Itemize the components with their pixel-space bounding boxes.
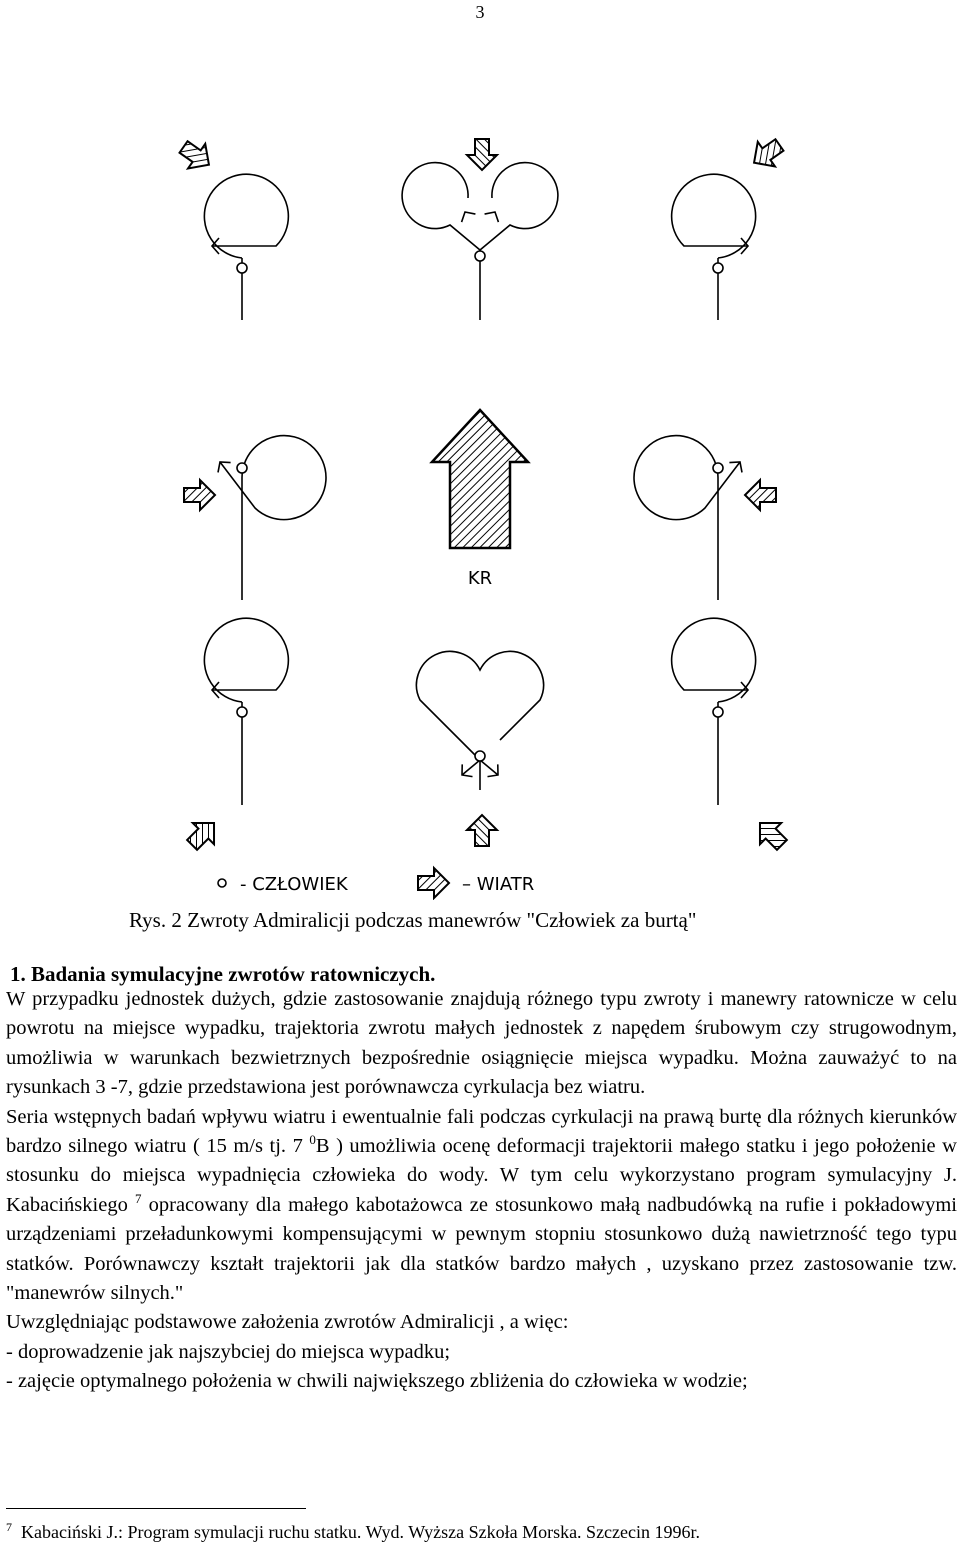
paragraph-2: Seria wstępnych badań wpływu wiatru i ewentualnie fali podczas cyrkulacji na prawą burtę dla różnych kierunków bardzo silnego wiatru ( 15 m/s tj. 7 $^0$B ) umożliwia ocenę deformacji trajektorii małego statku i jego położenie w stosunku do miejsca wypadnięcia człowieka do wody. W tym celu wykorzystano program symulacyjny J. Kabacińskiego $^7$ opracowany dla małego kabotażowca ze stosunkowo małą nadbudówką na rufie i pokładowymi urządzeniami przeładunkowymi kompensującymi w pewnym stopniu stosunkowo dużą nawietrzność tego typu statków. Porównawczy kształt trajektorii jak dla statków bardzo małych , uzyskano przez zastosowanie tzw. "manewrów silnych." [6, 1105, 957, 1305]
bullet-2: - zajęcie optymalnego położenia w chwili największego zbliżenia do człowieka w wodzie; [6, 1370, 748, 1393]
wind-arrow-icon [175, 135, 218, 177]
wind-arrow-icon [749, 812, 792, 855]
person-marker [237, 707, 247, 717]
figure-caption: Rys. 2 Zwroty Admiralicji podczas manewrów "Człowiek za burtą" [129, 908, 697, 932]
footnote-reference: 7 [134, 1191, 142, 1207]
wind-arrow-icon [467, 815, 497, 846]
wind-arrow-icon [184, 480, 215, 510]
person-marker [713, 463, 723, 473]
footnote-text: Kabaciński J.: Program symulacji ruchu statku. Wyd. Wyższa Szkoła Morska. Szczecin 1996r. [21, 1522, 701, 1542]
turn-diagram-6 [181, 618, 288, 855]
turn-diagram-7 [416, 651, 543, 846]
person-marker [475, 751, 485, 761]
page-number: 3 [475, 2, 485, 22]
paragraph-1: W przypadku jednostek dużych, gdzie zastosowanie znajdują różnego typu zwroty i manewry ratownicze w celu powrotu na miejsce wypadku, trajektoria zwrotu małych jednostek z napędem śrubowym czy strugowodnym, umożliwia w warunkach bezwietrznych bezpośrednie osiągnięcie miejsca wypadku. Można zauważyć to na rysunkach 3 -7, gdzie przedstawiona jest porównawcza cyrkulacja bez wiatru. [6, 988, 957, 1099]
legend-person-label: - CZŁOWIEK [240, 874, 348, 895]
turn-diagram-1 [175, 135, 288, 320]
turn-diagram-8 [672, 618, 793, 855]
kr-label: KR [467, 568, 493, 589]
body-text [6, 985, 957, 1397]
wind-arrow-icon [745, 480, 776, 510]
legend [218, 868, 534, 898]
paragraph-3: Uwzględniając podstawowe założenia zwrotów Admiralicji , a więc: [6, 1311, 569, 1334]
legend-wind-label: – WIATR [462, 874, 535, 895]
section-heading: 1. Badania symulacyjne zwrotów ratowniczych. [10, 962, 436, 986]
wind-arrow-icon [745, 133, 788, 175]
person-marker [713, 263, 723, 273]
degree-superscript: 0 [309, 1132, 316, 1148]
footnote-divider [6, 1508, 306, 1509]
person-marker [237, 263, 247, 273]
turn-diagram-4 [184, 436, 326, 600]
person-marker [475, 251, 485, 261]
turn-diagram-2 [402, 139, 558, 320]
wind-legend-icon [418, 868, 449, 898]
footnote-number: 7 [6, 1520, 12, 1534]
bullet-1: - doprowadzenie jak najszybciej do miejsca wypadku; [6, 1340, 451, 1363]
wind-arrow-icon [181, 812, 224, 855]
footnote [6, 1516, 700, 1543]
turn-diagram-3 [672, 133, 788, 320]
wind-arrow-icon [467, 139, 497, 170]
turn-diagram-5 [634, 436, 776, 600]
person-marker [713, 707, 723, 717]
kr-arrow [432, 410, 528, 548]
person-legend-icon [218, 879, 226, 887]
person-marker [237, 463, 247, 473]
